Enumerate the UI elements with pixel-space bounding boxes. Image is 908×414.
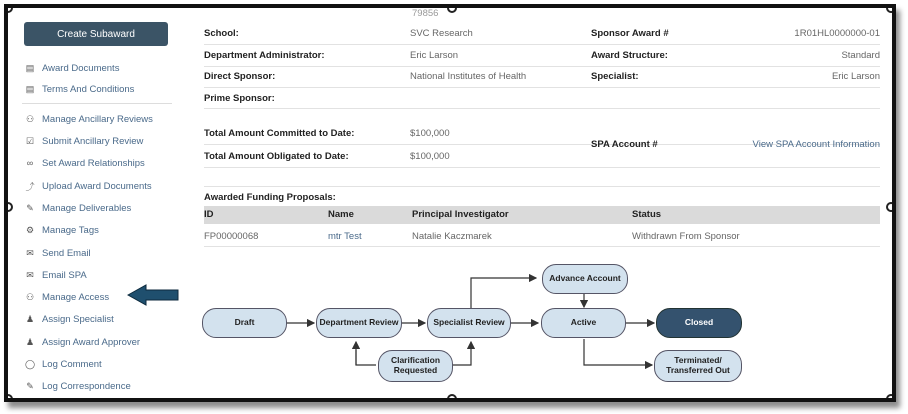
sidebar-item-label: Log Comment bbox=[42, 358, 102, 370]
sidebar-item-label: Assign Award Approver bbox=[42, 336, 141, 348]
crop-handle[interactable] bbox=[886, 202, 896, 212]
gear-icon: ⚙ bbox=[25, 224, 35, 235]
school-value: SVC Research bbox=[410, 28, 473, 39]
spa-account-label: SPA Account # bbox=[591, 139, 658, 150]
node-label: Requested bbox=[393, 365, 438, 375]
edit-icon: ✎ bbox=[26, 380, 34, 391]
checkbox-icon: ☑ bbox=[25, 135, 35, 146]
edit-icon: ✎ bbox=[26, 202, 34, 213]
specialist-value: Eric Larson bbox=[831, 71, 880, 82]
screenshot-frame bbox=[4, 4, 896, 402]
comment-icon: ◯ bbox=[24, 358, 36, 369]
sidebar-item-label: Manage Deliverables bbox=[42, 202, 132, 214]
total-obligated-value: $100,000 bbox=[410, 151, 450, 162]
workflow-node-active bbox=[541, 308, 626, 338]
node-label: Active bbox=[570, 317, 597, 328]
total-obligated-label: Total Amount Obligated to Date: bbox=[204, 151, 349, 162]
node-label: Clarification bbox=[390, 355, 441, 366]
sidebar-item-label: Set Award Relationships bbox=[42, 157, 145, 169]
link-icon: ∞ bbox=[26, 158, 34, 168]
department-administrator-value: Eric Larson bbox=[410, 50, 459, 61]
direct-sponsor-value: National Institutes of Health bbox=[410, 71, 527, 82]
workflow-connectors bbox=[8, 8, 896, 402]
workflow-node-department-review bbox=[316, 308, 402, 338]
award-structure-label: Award Structure: bbox=[591, 50, 668, 61]
sidebar-item-label: Manage Ancillary Reviews bbox=[42, 113, 153, 125]
sidebar-item-label: Award Documents bbox=[42, 62, 120, 74]
node-label: Department Review bbox=[319, 317, 399, 328]
workflow-node-clarification-requested bbox=[378, 350, 453, 382]
total-committed-label: Total Amount Committed to Date: bbox=[204, 128, 355, 139]
workflow-node-closed bbox=[656, 308, 742, 338]
total-committed-value: $100,000 bbox=[410, 128, 450, 139]
envelope-icon: ✉ bbox=[26, 247, 34, 258]
department-administrator-label: Department Administrator: bbox=[204, 50, 325, 61]
node-label: Advance Account bbox=[549, 273, 621, 284]
workflow-node-advance-account bbox=[542, 264, 628, 294]
sidebar-item-label: Submit Ancillary Review bbox=[42, 135, 144, 147]
people-icon: ⚇ bbox=[25, 113, 35, 124]
specialist-label: Specialist: bbox=[591, 71, 639, 82]
school-label: School: bbox=[204, 28, 239, 39]
direct-sponsor-label: Direct Sponsor: bbox=[204, 71, 276, 82]
person-icon: ♟ bbox=[25, 336, 35, 347]
column-header-name: Name bbox=[328, 209, 354, 220]
sidebar-item-label: Log Correspondence bbox=[42, 380, 131, 392]
award-structure-value: Standard bbox=[841, 50, 880, 61]
sidebar-item-label: Email SPA bbox=[42, 269, 87, 281]
prime-sponsor-label: Prime Sponsor: bbox=[204, 93, 275, 104]
top-fragment: 79856 bbox=[412, 8, 439, 19]
crop-handle[interactable] bbox=[886, 4, 896, 13]
envelope-icon: ✉ bbox=[26, 269, 34, 280]
people-icon: ⚇ bbox=[25, 291, 35, 302]
sidebar-item-label: Assign Specialist bbox=[42, 313, 114, 325]
crop-handle[interactable] bbox=[4, 394, 13, 402]
document-icon: ▤ bbox=[25, 83, 35, 94]
sidebar-item-label: Manage Tags bbox=[42, 224, 99, 236]
person-icon: ♟ bbox=[25, 313, 35, 324]
node-label: Specialist Review bbox=[433, 317, 505, 328]
sponsor-award-label: Sponsor Award # bbox=[591, 28, 669, 39]
column-header-id: ID bbox=[204, 209, 214, 220]
workflow-node-specialist-review bbox=[427, 308, 511, 338]
proposal-pi: Natalie Kaczmarek bbox=[412, 231, 492, 242]
paperclip-icon: ⤴ bbox=[25, 181, 35, 192]
crop-handle[interactable] bbox=[886, 394, 896, 402]
workflow-node-terminated-transferred-out bbox=[654, 350, 742, 382]
node-label: Terminated/ bbox=[674, 355, 722, 366]
proposal-status: Withdrawn From Sponsor bbox=[632, 231, 740, 242]
sidebar-item-label: Send Email bbox=[42, 247, 91, 259]
create-subaward-button[interactable]: Create Subaward bbox=[24, 22, 168, 46]
sidebar-item-label: Upload Award Documents bbox=[42, 180, 152, 192]
crop-handle[interactable] bbox=[447, 394, 457, 402]
proposal-name-link[interactable]: mtr Test bbox=[328, 231, 362, 242]
awarded-funding-proposals-title: Awarded Funding Proposals: bbox=[204, 192, 336, 203]
sidebar-item-label: Terms And Conditions bbox=[42, 83, 135, 95]
node-label: Draft bbox=[234, 317, 255, 328]
node-label: Closed bbox=[684, 317, 714, 328]
sponsor-award-value: 1R01HL0000000-01 bbox=[794, 28, 880, 39]
workflow-node-draft bbox=[202, 308, 287, 338]
node-label: Transferred Out bbox=[666, 365, 730, 375]
document-icon: ▤ bbox=[25, 62, 35, 73]
column-header-status: Status bbox=[632, 209, 662, 220]
view-spa-account-link[interactable]: View SPA Account Information bbox=[752, 139, 880, 150]
column-header-principal-investigator: Principal Investigator bbox=[412, 209, 509, 220]
proposal-id: FP00000068 bbox=[204, 231, 259, 242]
sidebar-item-label: Manage Access bbox=[42, 291, 110, 303]
